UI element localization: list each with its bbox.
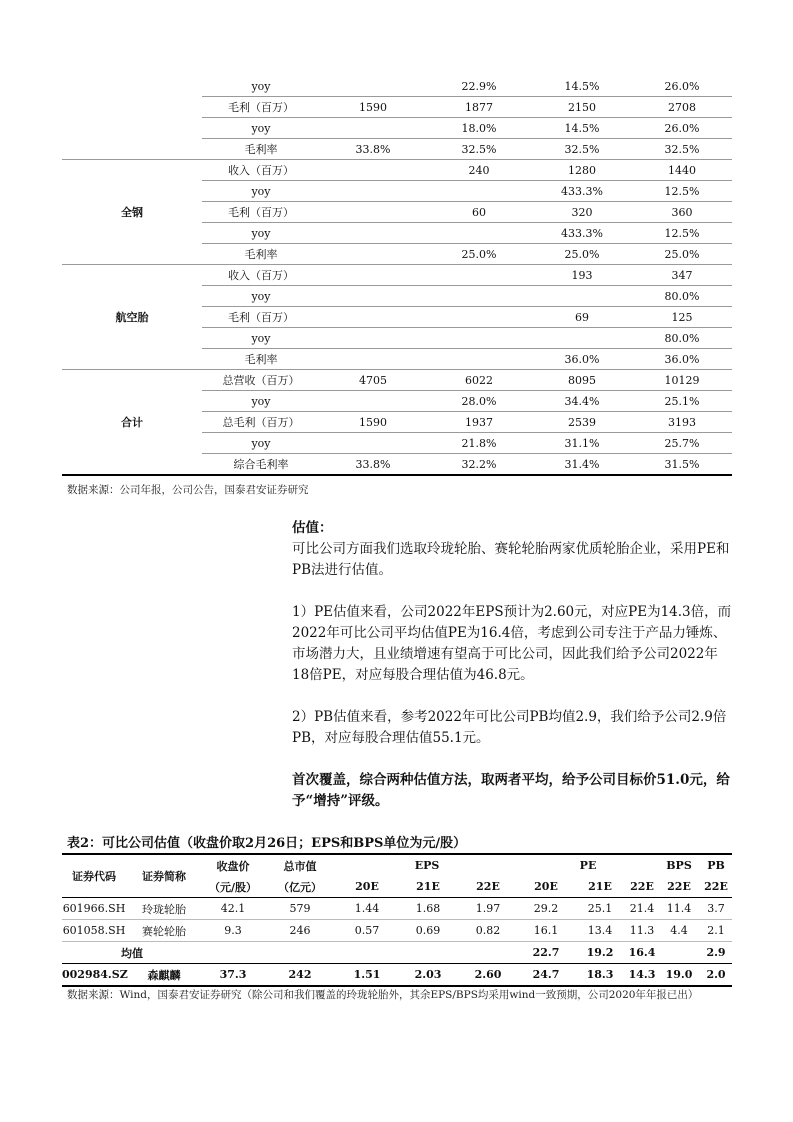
cell-c2 (426, 286, 532, 307)
cell-c3: 8095 (532, 370, 632, 391)
header-name: 证券简称 (126, 854, 202, 898)
cell-metric: yoy (202, 433, 320, 454)
cell-c2: 28.0% (426, 391, 532, 412)
table-row (62, 265, 732, 286)
header-price-unit: （元/股） (202, 876, 264, 898)
cell-c3: 2539 (532, 412, 632, 433)
cell-c1: 1590 (320, 97, 426, 118)
table2-source: 数据来源：Wind，国泰君安证券研究（除公司和我们覆盖的玲珑轮胎外，其余EPS/BPS均采用wind一致预期，公司2020年年报已出） (67, 989, 699, 1001)
valuation-heading: 估值： (292, 520, 333, 536)
cell-pe22: 21.4 (626, 898, 658, 920)
cell-eps20: 0.57 (336, 920, 398, 942)
header-pe-21e: 21E (574, 876, 626, 898)
cell-avg-pe20: 22.7 (518, 942, 574, 964)
header-bps: BPS (658, 854, 700, 876)
cell-c4: 25.1% (632, 391, 732, 412)
cell-bps22: 11.4 (658, 898, 700, 920)
cell-c3: 36.0% (532, 349, 632, 370)
valuation-pe: 1）PE估值来看，公司2022年EPS预计为2.60元，对应PE为14.3倍，而2022年可比公司平均估值PE为16.4倍，考虑到公司专注于产品力锤炼、市场潜力大，且业绩增速有望高于可比公司，因此我们给予公司2022年18倍PE，对应每股合理估值为46.8元。 (292, 604, 732, 683)
cell-c1: 33.8% (320, 139, 426, 160)
cell-name: 森麒麟 (126, 964, 202, 987)
cell-eps21: 2.03 (398, 964, 458, 987)
cell-c2 (426, 349, 532, 370)
cell-c1 (320, 286, 426, 307)
cell-c3: 32.5% (532, 139, 632, 160)
cell-metric: yoy (202, 76, 320, 97)
cell-pe21: 25.1 (574, 898, 626, 920)
cell-eps20: 1.51 (336, 964, 398, 987)
cell-c4: 80.0% (632, 328, 732, 349)
cell-metric: 毛利（百万） (202, 97, 320, 118)
cell-pb22: 2.1 (700, 920, 732, 942)
cell-metric: 收入（百万） (202, 265, 320, 286)
cell-c1 (320, 328, 426, 349)
cell-mcap: 579 (264, 898, 336, 920)
cell-c3: 25.0% (532, 244, 632, 265)
valuation-conclusion: 首次覆盖，综合两种估值方法，取两者平均，给予公司目标价51.0元，给予“增持”评级。 (292, 772, 730, 809)
header-eps-22e: 22E (458, 876, 518, 898)
cell-c2: 6022 (426, 370, 532, 391)
cell-c4: 2708 (632, 97, 732, 118)
cell-metric: 收入（百万） (202, 160, 320, 181)
header-bps-22e: 22E (658, 876, 700, 898)
cell-c2 (426, 328, 532, 349)
cell-c1 (320, 202, 426, 223)
cell-c3: 31.1% (532, 433, 632, 454)
cell-bps22: 4.4 (658, 920, 700, 942)
cell-c4: 26.0% (632, 76, 732, 97)
cell-pe22: 14.3 (626, 964, 658, 987)
cell-metric: 总营收（百万） (202, 370, 320, 391)
cell-c1 (320, 160, 426, 181)
cell-c3: 433.3% (532, 223, 632, 244)
cell-metric: 毛利率 (202, 244, 320, 265)
cell-c3 (532, 328, 632, 349)
cell-code: 601058.SH (62, 920, 126, 942)
cell-c1 (320, 307, 426, 328)
cell-c2: 60 (426, 202, 532, 223)
header-eps-20e: 20E (336, 876, 398, 898)
cell-price: 37.3 (202, 964, 264, 987)
cell-c3 (532, 286, 632, 307)
cell-eps20: 1.44 (336, 898, 398, 920)
cell-c3: 193 (532, 265, 632, 286)
cell-c2: 32.2% (426, 454, 532, 476)
cell-c4: 25.0% (632, 244, 732, 265)
cell-c4: 347 (632, 265, 732, 286)
average-row (62, 942, 732, 964)
cell-c3: 34.4% (532, 391, 632, 412)
header-pe: PE (518, 854, 658, 876)
cell-metric: 毛利（百万） (202, 202, 320, 223)
cell-c2: 22.9% (426, 76, 532, 97)
cell-code: 601966.SH (62, 898, 126, 920)
table-row (62, 160, 732, 181)
cell-eps22: 1.97 (458, 898, 518, 920)
cell-c4: 360 (632, 202, 732, 223)
cell-metric: 毛利率 (202, 349, 320, 370)
cell-c4: 3193 (632, 412, 732, 433)
cell-avg-pe21: 19.2 (574, 942, 626, 964)
cell-c4: 25.7% (632, 433, 732, 454)
cell-c1: 1590 (320, 412, 426, 433)
table-row (62, 920, 732, 942)
cell-c2: 21.8% (426, 433, 532, 454)
header-pb-22e: 22E (700, 876, 732, 898)
cell-pe21: 18.3 (574, 964, 626, 987)
cell-pe21: 13.4 (574, 920, 626, 942)
table-row (62, 76, 732, 97)
cell-metric: 毛利（百万） (202, 307, 320, 328)
cell-pe22: 11.3 (626, 920, 658, 942)
header-pb: PB (700, 854, 732, 876)
cell-metric: 总毛利（百万） (202, 412, 320, 433)
cell-c4: 1440 (632, 160, 732, 181)
cell-c3: 433.3% (532, 181, 632, 202)
header-eps: EPS (336, 854, 518, 876)
valuation-section (292, 518, 732, 812)
cell-bps22: 19.0 (658, 964, 700, 987)
cell-c4: 31.5% (632, 454, 732, 476)
cell-c2: 25.0% (426, 244, 532, 265)
cell-c2 (426, 223, 532, 244)
table-row (62, 370, 732, 391)
cell-average-label: 均值 (62, 942, 202, 964)
table2-caption: 表2：可比公司估值（收盘价取2月26日；EPS和BPS单位为元/股） (67, 836, 467, 851)
cell-price: 42.1 (202, 898, 264, 920)
cell-c3: 320 (532, 202, 632, 223)
cell-c1 (320, 223, 426, 244)
table-row (62, 898, 732, 920)
cell-c4: 36.0% (632, 349, 732, 370)
cell-c3: 69 (532, 307, 632, 328)
cell-mcap: 242 (264, 964, 336, 987)
cell-c2: 1937 (426, 412, 532, 433)
cell-c1 (320, 391, 426, 412)
cell-metric: yoy (202, 391, 320, 412)
cell-c4: 125 (632, 307, 732, 328)
group-cell: 合计 (62, 370, 202, 476)
cell-c3: 31.4% (532, 454, 632, 476)
header-mcap-unit: （亿元） (264, 876, 336, 898)
cell-metric: yoy (202, 286, 320, 307)
header-eps-21e: 21E (398, 876, 458, 898)
cell-avg-pb22: 2.9 (700, 942, 732, 964)
cell-pe20: 29.2 (518, 898, 574, 920)
cell-c2 (426, 181, 532, 202)
cell-c3: 2150 (532, 97, 632, 118)
header-mcap: 总市值 (264, 854, 336, 876)
valuation-intro: 可比公司方面我们选取玲珑轮胎、赛轮轮胎两家优质轮胎企业，采用PE和PB法进行估值。 (292, 541, 730, 578)
cell-name: 赛轮轮胎 (126, 920, 202, 942)
cell-c4: 12.5% (632, 181, 732, 202)
cell-mcap: 246 (264, 920, 336, 942)
revenue-forecast-table (62, 76, 732, 476)
company-row (62, 964, 732, 987)
cell-pb22: 2.0 (700, 964, 732, 987)
cell-c2: 1877 (426, 97, 532, 118)
cell-metric: yoy (202, 118, 320, 139)
cell-name: 玲珑轮胎 (126, 898, 202, 920)
cell-eps22: 0.82 (458, 920, 518, 942)
cell-c4: 10129 (632, 370, 732, 391)
cell-c2 (426, 307, 532, 328)
cell-c1 (320, 349, 426, 370)
group-cell: 航空胎 (62, 265, 202, 370)
cell-eps22: 2.60 (458, 964, 518, 987)
header-pe-22e: 22E (626, 876, 658, 898)
valuation-pb: 2）PB估值来看，参考2022年可比公司PB均值2.9，我们给予公司2.9倍PB，对应每股合理估值55.1元。 (292, 709, 727, 746)
table1-source: 数据来源：公司年报，公司公告，国泰君安证券研究 (67, 484, 309, 496)
cell-c2: 32.5% (426, 139, 532, 160)
cell-c2: 18.0% (426, 118, 532, 139)
cell-eps21: 0.69 (398, 920, 458, 942)
cell-metric: yoy (202, 181, 320, 202)
cell-c3: 1280 (532, 160, 632, 181)
cell-c4: 26.0% (632, 118, 732, 139)
cell-c1 (320, 118, 426, 139)
group-cell (62, 76, 202, 160)
header-pe-20e: 20E (518, 876, 574, 898)
header-price: 收盘价 (202, 854, 264, 876)
cell-c1 (320, 76, 426, 97)
group-cell: 全钢 (62, 160, 202, 265)
cell-code: 002984.SZ (62, 964, 126, 987)
cell-pe20: 24.7 (518, 964, 574, 987)
cell-c2: 240 (426, 160, 532, 181)
cell-c3: 14.5% (532, 76, 632, 97)
cell-metric: yoy (202, 223, 320, 244)
cell-pe20: 16.1 (518, 920, 574, 942)
cell-avg-pe22: 16.4 (626, 942, 658, 964)
cell-metric: 综合毛利率 (202, 454, 320, 476)
cell-c1 (320, 433, 426, 454)
cell-c1 (320, 244, 426, 265)
cell-c1: 4705 (320, 370, 426, 391)
comparable-valuation-table (62, 853, 732, 987)
header-code: 证券代码 (62, 854, 126, 898)
cell-c4: 12.5% (632, 223, 732, 244)
cell-c1 (320, 181, 426, 202)
cell-c4: 80.0% (632, 286, 732, 307)
cell-c4: 32.5% (632, 139, 732, 160)
cell-metric: 毛利率 (202, 139, 320, 160)
cell-c1: 33.8% (320, 454, 426, 476)
cell-c1 (320, 265, 426, 286)
cell-c3: 14.5% (532, 118, 632, 139)
cell-pb22: 3.7 (700, 898, 732, 920)
cell-eps21: 1.68 (398, 898, 458, 920)
cell-metric: yoy (202, 328, 320, 349)
cell-c2 (426, 265, 532, 286)
cell-price: 9.3 (202, 920, 264, 942)
